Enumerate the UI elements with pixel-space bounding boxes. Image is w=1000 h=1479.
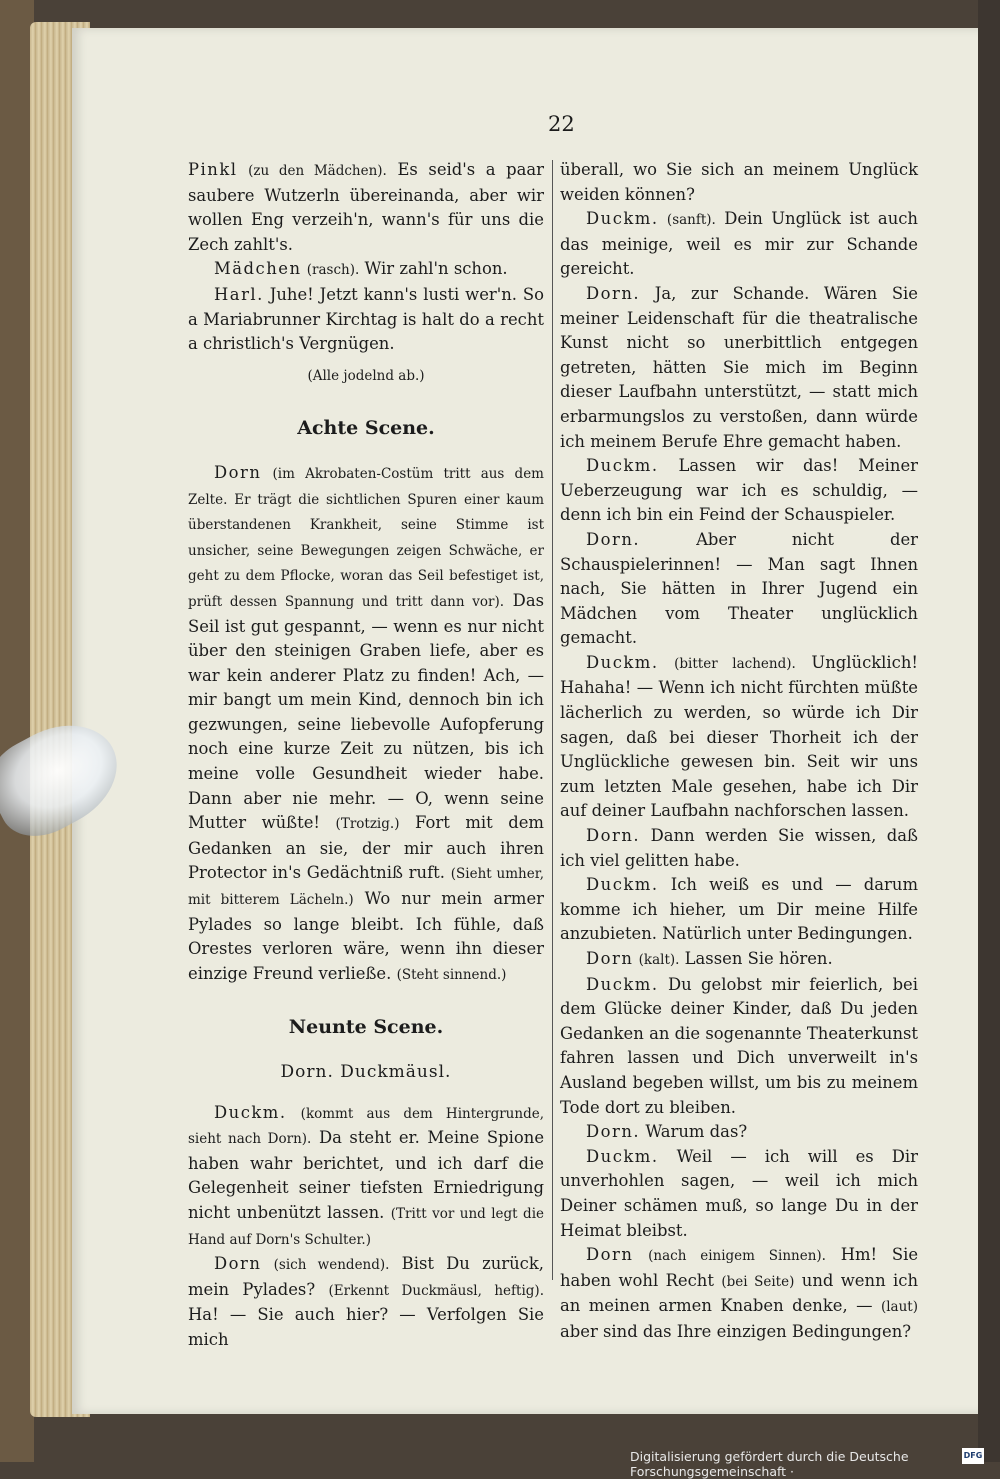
stage-direction: (sanft). (666, 212, 716, 229)
dialogue-paragraph (560, 454, 918, 528)
speaker-name: Dorn. (586, 826, 641, 846)
dfg-logo-icon: DFG (962, 1448, 984, 1464)
dialogue-paragraph (560, 651, 918, 824)
stage-direction: (sich wendend). (273, 1257, 390, 1274)
speaker-name: Duckm. (586, 974, 659, 994)
dialogue-paragraph (560, 973, 918, 1121)
speaker-name: Dorn (214, 1254, 262, 1274)
dialogue-paragraph (188, 1101, 544, 1253)
dialogue-paragraph (560, 1120, 918, 1145)
stage-direction: (Sieht umher, mit bitterem Lächeln.) (188, 866, 544, 909)
speaker-name: Duckm. (214, 1102, 287, 1122)
stage-direction: (Steht sinnend.) (396, 966, 507, 983)
dialogue-paragraph (560, 528, 918, 651)
stage-direction: (nach einigem Sinnen). (648, 1248, 826, 1265)
stage-direction: (rasch). (306, 262, 360, 279)
dialogue-text: aber sind das Ihre einzigen Bedingungen? (560, 1321, 912, 1341)
dialogue-text: Fort mit dem Gedanken an sie, der mir auch ihren Protector in's Gedächtniß ruft. (188, 813, 544, 883)
stage-direction: (zu den Mädchen). (248, 163, 387, 179)
dialogue-text: Hm! Sie haben wohl Recht (560, 1245, 919, 1290)
speaker-name: Duckm. (586, 209, 659, 229)
dialogue-text: Bist Du zurück, mein Pylades? (188, 1254, 544, 1299)
column-divider (552, 160, 553, 1280)
dialogue-text: Lassen Sie hören. (684, 949, 833, 968)
speaker-name: Duckm. (586, 875, 659, 895)
book-spine-shadow (0, 0, 34, 1462)
stage-direction-line (188, 363, 544, 389)
stage-direction: (Erkennt Duckmäusl, heftig). (328, 1282, 544, 1299)
dialogue-paragraph (560, 873, 918, 947)
speaker-name: Dorn. (586, 529, 641, 549)
dialogue-paragraph (188, 158, 544, 257)
scene-heading: Achte Scene. (297, 417, 435, 440)
dialogue-paragraph (188, 283, 544, 357)
page-number: 22 (548, 112, 575, 136)
dialogue-paragraph (560, 1243, 918, 1344)
speaker-name: Duckm. (586, 652, 659, 672)
speaker-name: Pinkl (188, 160, 238, 179)
stage-direction: (kommt aus dem Hintergrunde, sieht nach Dorn). (188, 1105, 544, 1148)
stage-direction: (kalt). (638, 952, 680, 968)
stage-direction: (Alle jodelnd ab.) (307, 367, 425, 384)
speaker-name: Duckm. (586, 456, 659, 476)
dialogue-text: Das Seil ist gut gespannt, — wenn es nur nicht über den steinigen Graben liefe, aber es war kein anderer Platz zu finden! Ach, — mir bangt um mein Kind, dennoch bin ich gezwungen, seine liebevolle Aufopferung noch eine kurze Zeit zu nützen, bis ich meine volle Gesundheit wieder habe. Dann aber nie mehr. — O, wenn seine Mutter wüßte! (188, 590, 544, 833)
dialogue-text: Weil — ich will es Dir unverhohlen sagen, — weil ich mich Deiner schämen muß, so lange Du in der Heimat bleibst. (560, 1146, 918, 1240)
dialogue-text: Du gelobst mir feierlich, bei dem Glücke deiner Kinder, daß Du jeden Gedanken an die sogenannte Theaterkunst fahren lassen und Dich unverweilt in's Ausland begeben willst, um bis zu meinem Tode dort zu bleiben. (560, 974, 918, 1117)
speaker-name: Dorn (586, 1245, 634, 1265)
scene-heading: Neunte Scene. (288, 1016, 444, 1039)
dialogue-paragraph (560, 282, 918, 454)
dialogue-paragraph (188, 257, 544, 283)
dialogue-text: Dann werden Sie wissen, daß ich viel gelitten habe. (560, 826, 919, 870)
digitization-credit: Digitalisierung gefördert durch die Deutsche Forschungsgemeinschaft · (630, 1449, 909, 1479)
dialogue-paragraph (560, 824, 918, 873)
dialogue-text: Ja, zur Schande. Wären Sie meiner Leidenschaft für die theatralische Kunst nicht so unerbittlich entgegen getreten, hätten Sie mich im Beginn dieser Laufbahn unterstützt, — statt mich erbarmungslos zu verstoßen, dann würde ich meinem Berufe Ehre gemacht haben. (560, 283, 918, 451)
dialogue-text: Warum das? (645, 1122, 748, 1142)
stage-direction: (bitter lachend). (674, 655, 796, 672)
dialogue-paragraph (560, 158, 918, 207)
dialogue-paragraph (560, 1145, 918, 1243)
dialogue-text: Lassen wir das! Meiner Ueberzeugung war ich es schuldig, — denn ich bin ein Feind der Schauspieler. (560, 456, 918, 525)
dialogue-text: Es seid's a paar saubere Wutzerln übereinanda, aber wir wollen Eng verzeih'n, wann's für uns die Zech zahlt's. (188, 160, 544, 254)
dialogue-text: Wo nur mein armer Pylades so lange bleibt. Ich fühle, daß Orestes verloren wäre, wenn ihn dieser einzige Freund verließe. (188, 889, 544, 983)
dialogue-text: Juhe! Jetzt kann's lusti wer'n. So a Mariabrunner Kirchtag is halt do a recht a christlich's Vergnügen. (188, 284, 544, 354)
stage-direction: (bei Seite) (721, 1273, 795, 1290)
dialogue-text: Ich weiß es und — darum komme ich hieher, um Dir meine Hilfe anzubieten. Natürlich unter Bedingungen. (560, 875, 918, 944)
dialogue-text: und wenn ich an meinen armen Knaben denke, — (560, 1270, 919, 1316)
left-column (188, 158, 544, 1353)
stage-direction: (im Akrobaten-Costüm tritt aus dem Zelte. Er trägt die sichtlichen Spuren einer kaum überstandenen Krankheit, seine Stimme ist unsicher, seine Bewegungen zeigen Schwäche, er geht zu dem Pflocke, woran das Seil befestiget ist, prüft dessen Spannung und tritt dann vor). (188, 465, 544, 610)
scene-persons: Dorn. Duckmäusl. (280, 1062, 452, 1082)
speaker-name: Duckm. (586, 1146, 659, 1166)
dialogue-text: Dein Unglück ist auch das meinige, weil es mir zur Schande gereicht. (560, 209, 918, 279)
dialogue-paragraph (560, 947, 918, 973)
dialogue-paragraph (188, 461, 544, 987)
right-dark-edge (978, 0, 1000, 1462)
dialogue-paragraph (188, 1252, 544, 1352)
speaker-name: Mädchen (214, 259, 302, 279)
stage-direction: (Trotzig.) (335, 816, 400, 833)
dialogue-text: Unglücklich! Hahaha! — Wenn ich nicht fürchten müßte lächerlich zu werden, so würde ich Dir sagen, daß bei dieser Thorheit ich der Unglückliche gewesen bin. Seit wir uns zum letzten Male gesehen, habe ich Dir auf deiner Laufbahn nachforschen lassen. (560, 652, 918, 821)
dialogue-paragraph (560, 207, 918, 282)
dialogue-text: Wir zahl'n schon. (364, 259, 508, 279)
stage-direction: (Tritt vor und legt die Hand auf Dorn's Schulter.) (188, 1205, 545, 1248)
speaker-name: Dorn. (586, 1122, 641, 1142)
right-column (560, 158, 918, 1345)
dialogue-text: Ha! — Sie auch hier? — Verfolgen Sie mich (188, 1305, 544, 1349)
dialogue-text: Da steht er. Meine Spione haben wahr berichtet, und ich darf die Gelegenheit seiner tiefsten Erniedrigung nicht unbenützt lassen. (188, 1128, 545, 1222)
stage-direction: (laut) (880, 1299, 918, 1316)
dialogue-text: überall, wo Sie sich an meinem Unglück weiden können? (560, 160, 918, 204)
speaker-name: Dorn (586, 949, 634, 968)
speaker-name: Harl. (214, 284, 264, 304)
speaker-name: Dorn. (586, 283, 641, 303)
speaker-name: Dorn (214, 462, 262, 482)
dialogue-text: Aber nicht der Schauspielerinnen! — Man sagt Ihnen nach, Sie hätten in Ihrer Jugend ein Mädchen vom Theater unglücklich gemacht. (560, 529, 918, 648)
